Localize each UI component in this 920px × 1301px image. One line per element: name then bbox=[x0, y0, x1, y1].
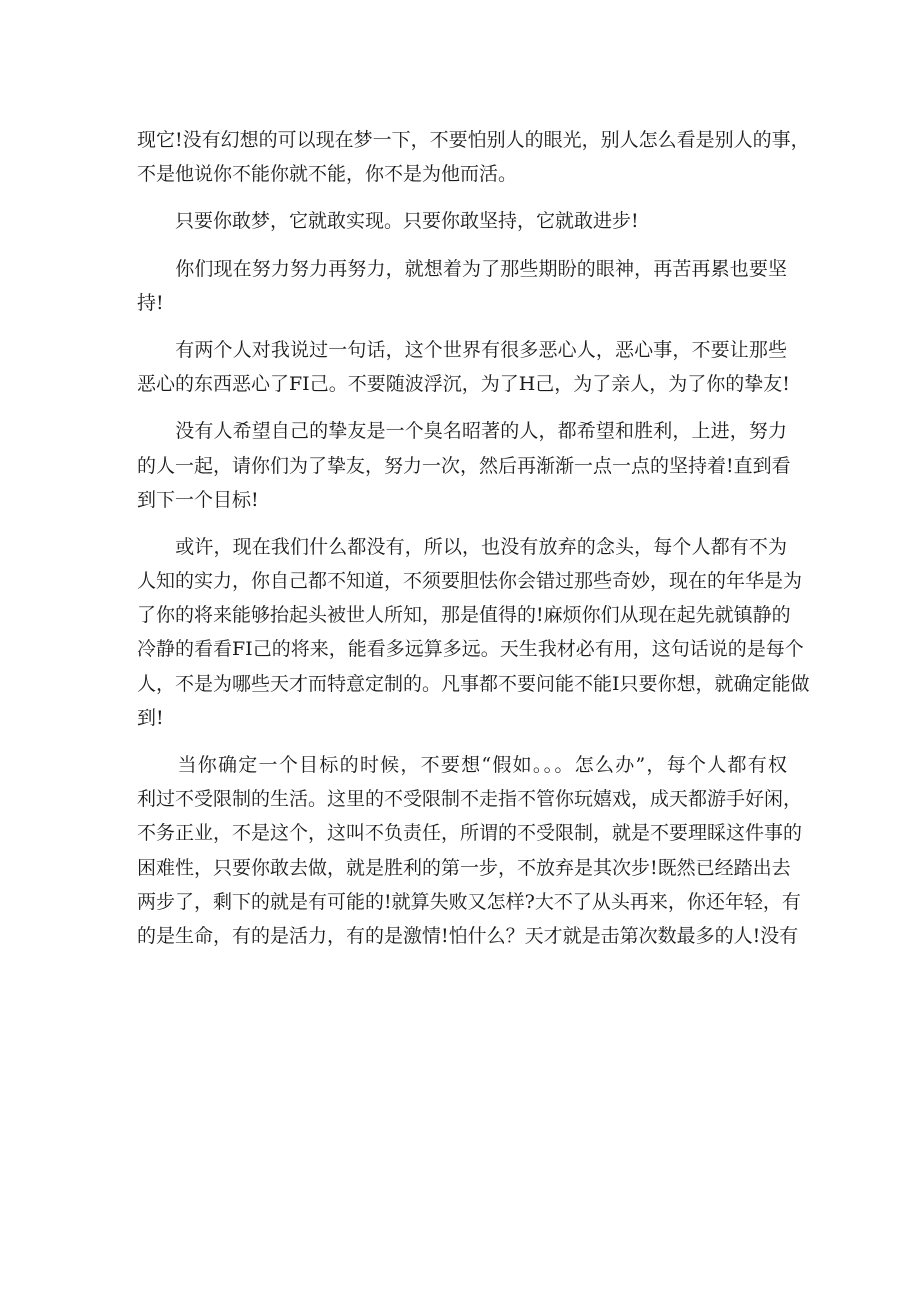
paragraph-spacer bbox=[137, 191, 787, 204]
text-line: 有两个人对我说过一句话，这个世界有很多恶心人，恶心事，不要让那些 bbox=[137, 338, 787, 361]
text-line: 只要你敢梦，它就敢实现。只要你敢坚持，它就敢进步! bbox=[137, 210, 639, 233]
text-line: 困难性，只要你敢去做，就是胜利的第一步，不放弃是其次步!既然已经踏出去 bbox=[137, 856, 791, 879]
paragraph bbox=[137, 530, 810, 735]
text-line: 利过不受限制的生活。这里的不受限制不走指不管你玩嬉戏，成天都游手好闲， bbox=[137, 788, 803, 811]
text-line: 持! bbox=[137, 291, 164, 314]
text-line: 当你确定一个目标的时候，不要想“假如。。。怎么办”，每个人都有权 bbox=[137, 754, 787, 776]
text-line: 没有人希望自己的挚友是一个臭名昭著的人，都希望和胜利，上进，努力 bbox=[137, 420, 787, 443]
paragraph bbox=[137, 333, 790, 401]
text-line: 人知的实力，你自己都不知道，不须要胆怯你会错过那些奇妙，现在的年华是为 bbox=[137, 570, 803, 593]
paragraph bbox=[137, 414, 791, 517]
paragraph bbox=[137, 123, 810, 191]
paragraph-spacer bbox=[137, 517, 787, 530]
text-line: 到下一个目标! bbox=[137, 488, 259, 511]
paragraph bbox=[137, 252, 787, 320]
text-line: 的是生命，有的是活力，有的是激情!怕什么？天才就是击第次数最多的人!没有 bbox=[137, 924, 799, 947]
text-line: 现它!没有幻想的可以现在梦一下，不要怕别人的眼光，别人怎么看是别人的事， bbox=[137, 129, 810, 151]
text-line: 了你的将来能够抬起头被世人所知，那是值得的!麻烦你们从现在起先就镇静的 bbox=[137, 604, 791, 627]
text-line: 人，不是为哪些天才而特意定制的。凡事都不要问能不能I只要你想，就确定能做 bbox=[137, 672, 810, 695]
text-line: 恶心的东西恶心了FI己。不要随波浮沉，为了H己，为了亲人，为了你的挚友! bbox=[137, 373, 790, 396]
text-line: 你们现在努力努力再努力，就想着为了那些期盼的眼神，再苦再累也要坚 bbox=[137, 257, 787, 280]
text-line: 的人一起，请你们为了挚友，努力一次，然后再渐渐一点一点的坚持着!直到看 bbox=[137, 454, 791, 477]
text-line: 不务正业，不是这个，这叫不负责任，所谓的不受限制，就是不要理睬这件事的 bbox=[137, 822, 803, 845]
text-line: 或许，现在我们什么都没有，所以，也没有放弃的念头，每个人都有不为 bbox=[137, 535, 787, 558]
text-line: 两步了，剩下的就是有可能的!就算失败又怎样?大不了从头再来，你还年轻，有 bbox=[137, 890, 801, 913]
paragraph-spacer bbox=[137, 735, 787, 748]
paragraph-spacer bbox=[137, 320, 787, 333]
paragraph bbox=[137, 204, 787, 238]
paragraph-spacer bbox=[137, 401, 787, 414]
paragraph bbox=[137, 748, 803, 953]
text-line: 到! bbox=[137, 706, 164, 729]
paragraph-spacer bbox=[137, 239, 787, 252]
text-line: 不是他说你不能你就不能，你不是为他而活。 bbox=[137, 163, 518, 186]
text-line: 冷静的看看FI己的将来，能看多远算多远。天生我材必有用，这句话说的是每个 bbox=[137, 638, 804, 661]
document-body bbox=[137, 123, 810, 953]
